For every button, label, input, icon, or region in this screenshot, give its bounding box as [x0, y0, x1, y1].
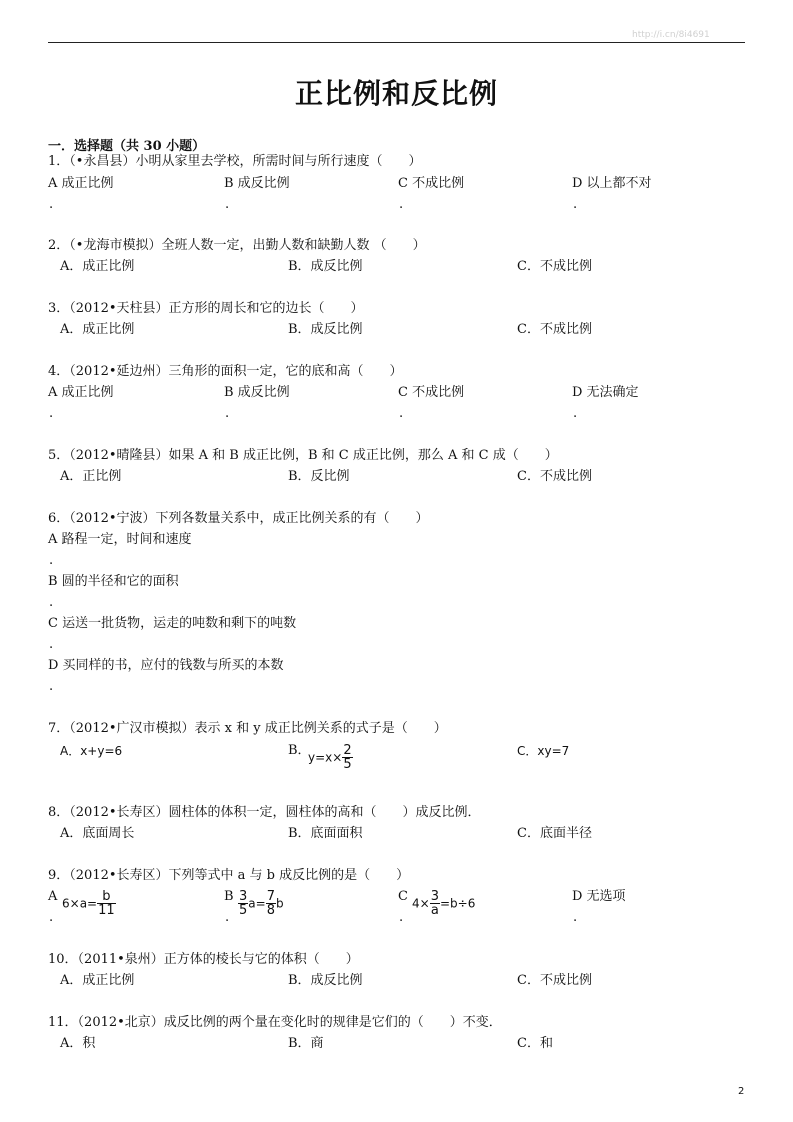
- q8-option-a[interactable]: A．底面周长: [60, 826, 135, 841]
- question-3-stem: 3．（2012•天柱县）正方形的周长和它的边长（ ）: [48, 301, 364, 316]
- q9-option-c-formula[interactable]: [412, 890, 475, 917]
- question-1-stem: 1．（•永昌县）小明从家里去学校，所需时间与所行速度（ ）: [48, 154, 422, 169]
- q6-dot-d: .: [49, 679, 54, 694]
- q9-a-prefix: 6×a=: [62, 896, 98, 911]
- q9-b-fraction-2: [266, 890, 276, 917]
- q9-c-prefix: 4×: [412, 896, 430, 911]
- q4-option-d[interactable]: D 无法确定: [572, 385, 639, 400]
- question-5-stem: 5．（2012•晴隆县）如果 A 和 B 成正比例，B 和 C 成正比例，那么 A 和 C 成（ ）: [48, 448, 558, 463]
- q4-dot-b: .: [225, 406, 230, 421]
- q6-option-a[interactable]: A 路程一定，时间和速度: [48, 532, 192, 547]
- q9-c-suffix: =b÷6: [439, 896, 476, 911]
- q1-option-c[interactable]: C 不成比例: [398, 176, 465, 191]
- q9-option-b-formula[interactable]: [238, 890, 284, 917]
- q5-option-a[interactable]: A．正比例: [60, 469, 122, 484]
- q1-dot-a: .: [49, 197, 54, 212]
- q9-a-denominator: 11: [98, 903, 115, 918]
- q9-c-denominator: a: [430, 903, 439, 918]
- q7-option-c[interactable]: C．xy=7: [517, 744, 570, 758]
- question-11-stem: 11．（2012•北京）成反比例的两个量在变化时的规律是它们的（ ）不变．: [48, 1015, 502, 1030]
- q9-c-numerator: 3: [430, 889, 439, 904]
- question-7-stem: 7．（2012•广汉市模拟）表示 x 和 y 成正比例关系的式子是（ ）: [48, 721, 447, 736]
- q7-option-b-formula[interactable]: [308, 744, 353, 771]
- q9-a-fraction: [97, 890, 116, 917]
- question-4-stem: 4．（2012•延边州）三角形的面积一定，它的底和高（ ）: [48, 364, 403, 379]
- q4-option-b[interactable]: B 成反比例: [224, 385, 290, 400]
- question-9-stem: 9．（2012•长寿区）下列等式中 a 与 b 成反比例的是（ ）: [48, 868, 410, 883]
- section-heading: 一．选择题（共 30 小题）: [48, 139, 206, 154]
- q2-option-c[interactable]: C．不成比例: [517, 259, 592, 274]
- q5-option-b[interactable]: B．反比例: [288, 469, 350, 484]
- q1-dot-d: .: [573, 197, 578, 212]
- q9-b-denominator-1: 5: [239, 903, 248, 918]
- q9-b-middle: a=: [248, 896, 266, 911]
- question-10-stem: 10．（2011•泉州）正方体的棱长与它的体积（ ）: [48, 952, 359, 967]
- page-number: 2: [738, 1086, 745, 1097]
- question-2-stem: 2．（•龙海市模拟）全班人数一定，出勤人数和缺勤人数 （ ）: [48, 238, 426, 253]
- header-watermark: http://i.cn/8i4691: [632, 30, 710, 40]
- q9-option-c-label[interactable]: C: [398, 889, 408, 904]
- q7-option-b[interactable]: B．: [288, 743, 311, 758]
- q9-option-d[interactable]: D 无选项: [572, 889, 626, 904]
- q11-option-a[interactable]: A．积: [60, 1036, 96, 1051]
- q9-dot-b: .: [225, 910, 230, 925]
- q6-option-b[interactable]: B 圆的半径和它的面积: [48, 574, 179, 589]
- q1-dot-b: .: [225, 197, 230, 212]
- q3-option-a[interactable]: A．成正比例: [60, 322, 135, 337]
- q10-option-c[interactable]: C．不成比例: [517, 973, 592, 988]
- q9-b-numerator-2: 7: [266, 889, 275, 904]
- q10-option-a[interactable]: A．成正比例: [60, 973, 135, 988]
- q5-option-c[interactable]: C．不成比例: [517, 469, 592, 484]
- q6-dot-c: .: [49, 637, 54, 652]
- q9-option-a-formula[interactable]: [62, 890, 116, 917]
- q1-option-d[interactable]: D 以上都不对: [572, 176, 652, 191]
- q9-option-b-label[interactable]: B: [224, 889, 234, 904]
- q9-a-numerator: b: [97, 890, 116, 904]
- q4-dot-a: .: [49, 406, 54, 421]
- q4-option-a[interactable]: A 成正比例: [48, 385, 114, 400]
- q7-b-prefix: y=x×: [308, 750, 343, 765]
- q7-b-numerator: 2: [343, 743, 352, 758]
- q2-option-b[interactable]: B．成反比例: [288, 259, 363, 274]
- q9-option-a-label[interactable]: A: [48, 889, 58, 904]
- q9-dot-c: .: [399, 910, 404, 925]
- question-8-stem: 8．（2012•长寿区）圆柱体的体积一定，圆柱体的高和（ ）成反比例．: [48, 805, 481, 820]
- q4-option-c[interactable]: C 不成比例: [398, 385, 465, 400]
- q1-option-a[interactable]: A 成正比例: [48, 176, 114, 191]
- q9-b-fraction-1: [238, 890, 248, 917]
- header-rule: [48, 42, 745, 43]
- q9-dot-a: .: [49, 910, 54, 925]
- q4-dot-c: .: [399, 406, 404, 421]
- q2-option-a[interactable]: A．成正比例: [60, 259, 135, 274]
- q9-b-numerator-1: 3: [239, 889, 248, 904]
- q11-option-b[interactable]: B．商: [288, 1036, 324, 1051]
- q10-option-b[interactable]: B．成反比例: [288, 973, 363, 988]
- page-title: 正比例和反比例: [294, 77, 498, 110]
- q11-option-c[interactable]: C．和: [517, 1036, 553, 1051]
- q9-c-fraction: [430, 890, 440, 917]
- q9-b-denominator-2: 8: [266, 903, 275, 918]
- q9-b-suffix: b: [275, 896, 284, 911]
- q3-option-c[interactable]: C．不成比例: [517, 322, 592, 337]
- q3-option-b[interactable]: B．成反比例: [288, 322, 363, 337]
- q7-option-a[interactable]: A．x+y=6: [60, 744, 123, 758]
- question-6-stem: 6．（2012•宁波）下列各数量关系中，成正比例关系的有（ ）: [48, 511, 429, 526]
- q1-option-b[interactable]: B 成反比例: [224, 176, 290, 191]
- q6-dot-b: .: [49, 595, 54, 610]
- q7-b-denominator: 5: [343, 757, 352, 772]
- q6-option-d[interactable]: D 买同样的书，应付的钱数与所买的本数: [48, 658, 284, 673]
- q6-option-c[interactable]: C 运送一批货物，运走的吨数和剩下的吨数: [48, 616, 297, 631]
- q1-dot-c: .: [399, 197, 404, 212]
- q7-b-fraction: [342, 744, 352, 771]
- q4-dot-d: .: [573, 406, 578, 421]
- q9-dot-d: .: [573, 910, 578, 925]
- q6-dot-a: .: [49, 553, 54, 568]
- q8-option-c[interactable]: C．底面半径: [517, 826, 592, 841]
- q8-option-b[interactable]: B．底面面积: [288, 826, 363, 841]
